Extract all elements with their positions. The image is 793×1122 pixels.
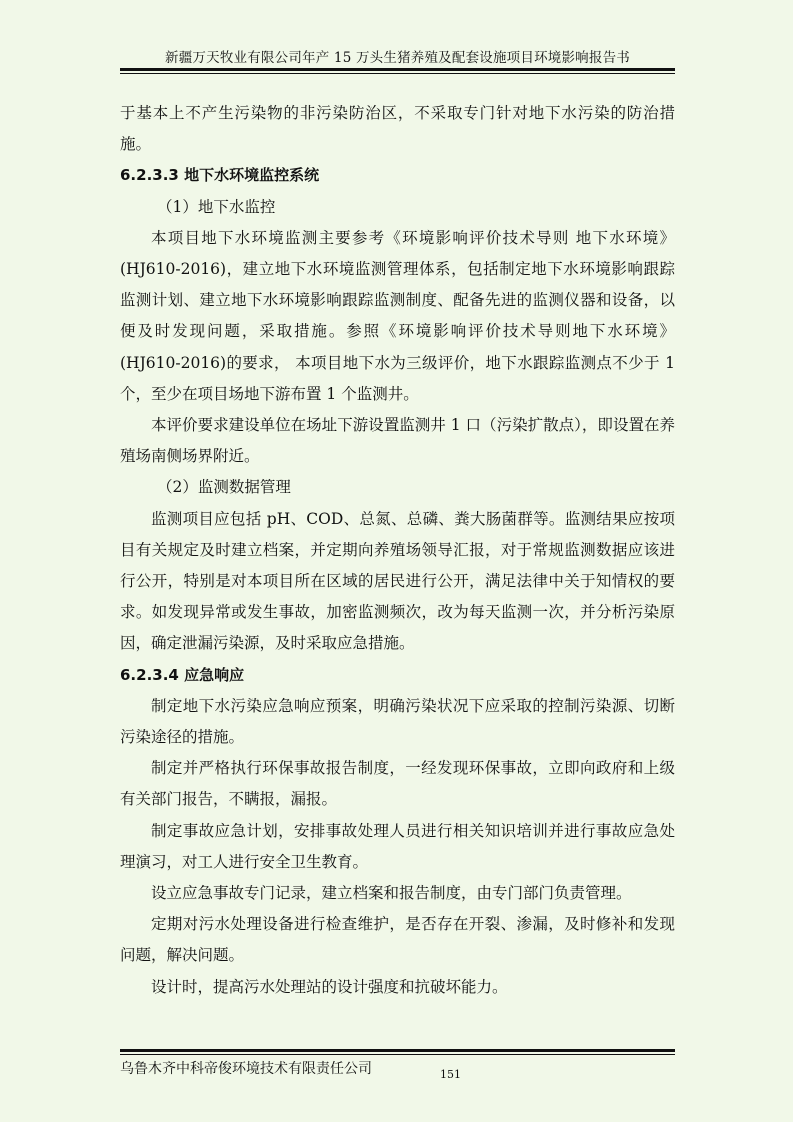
subheading-groundwater-monitoring: （1）地下水监控 [157,197,276,216]
footer-company-name: 乌鲁木齐中科帝俊环境技术有限责任公司 [120,1061,372,1077]
header-rule-thick [120,68,675,71]
paragraph-monitoring-items: 监测项目应包括 pH、COD、总氮、总磷、粪大肠菌群等。监测结果应按项目有关规定及时建立档案，并定期向养殖场领导汇报，对于常规监测数据应该进行公开，特别是对本项目所在区域的居民进行公开，满足法律中关于知情权的要求。如发现异常或发生事故，加密监测频次，改为每天监测一次，并分析污染原因，确定泄漏污染源，及时采取应急措施。 [120,509,675,653]
paragraph-equipment-maintenance: 定期对污水处理设备进行检查维护，是否存在开裂、渗漏，及时修补和发现问题，解决问题。 [120,915,675,965]
paragraph-accident-records: 设立应急事故专门记录，建立档案和报告制度，由专门部门负责管理。 [151,884,632,903]
page-number: 151 [440,1068,461,1081]
section-heading-6-2-3-3: 6.2.3.3 地下水环境监控系统 [120,166,320,185]
page-header-title: 新疆万天牧业有限公司年产 15 万头生猪养殖及配套设施项目环境影响报告书 [165,50,630,66]
paragraph-monitoring-well: 本评价要求建设单位在场址下游设置监测井 1 口（污染扩散点），即设置在养殖场南侧场界附近。 [120,416,675,466]
paragraph-continuation: 于基本上不产生污染物的非污染防治区，不采取专门针对地下水污染的防治措施。 [120,104,675,154]
footer-rule-thin [120,1054,675,1055]
footer-rule-thick [120,1049,675,1052]
paragraph-emergency-plan: 制定地下水污染应急响应预案，明确污染状况下应采取的控制污染源、切断污染途径的措施。 [120,696,675,747]
paragraph-monitoring-reference: 本项目地下水环境监测主要参考《环境影响评价技术导则 地下水环境》(HJ610-2016)，建立地下水环境监测管理体系，包括制定地下水环境影响跟踪监测计划、建立地下水环境影响跟踪监测制度、配备先进的监测仪器和设备，以便及时发现问题，采取措施。参照《环境影响评价技术导则地下水环境》(HJ610-2016)的要求， 本项目地下水为三级评价，地下水跟踪监测点不少于 1 个，至少在项目场地下游布置 1 个监测井。 [120,228,675,403]
subheading-data-management: （2）监测数据管理 [157,478,291,497]
header-rule-thin [120,73,675,74]
paragraph-accident-reporting: 制定并严格执行环保事故报告制度，一经发现环保事故，立即向政府和上级有关部门报告，不瞒报，漏报。 [120,759,675,809]
paragraph-design-strength: 设计时，提高污水处理站的设计强度和抗破坏能力。 [151,977,508,996]
paragraph-emergency-drill: 制定事故应急计划，安排事故处理人员进行相关知识培训并进行事故应急处理演习，对工人进行安全卫生教育。 [120,821,675,871]
document-body [120,98,675,1003]
section-heading-6-2-3-4: 6.2.3.4 应急响应 [120,665,245,684]
